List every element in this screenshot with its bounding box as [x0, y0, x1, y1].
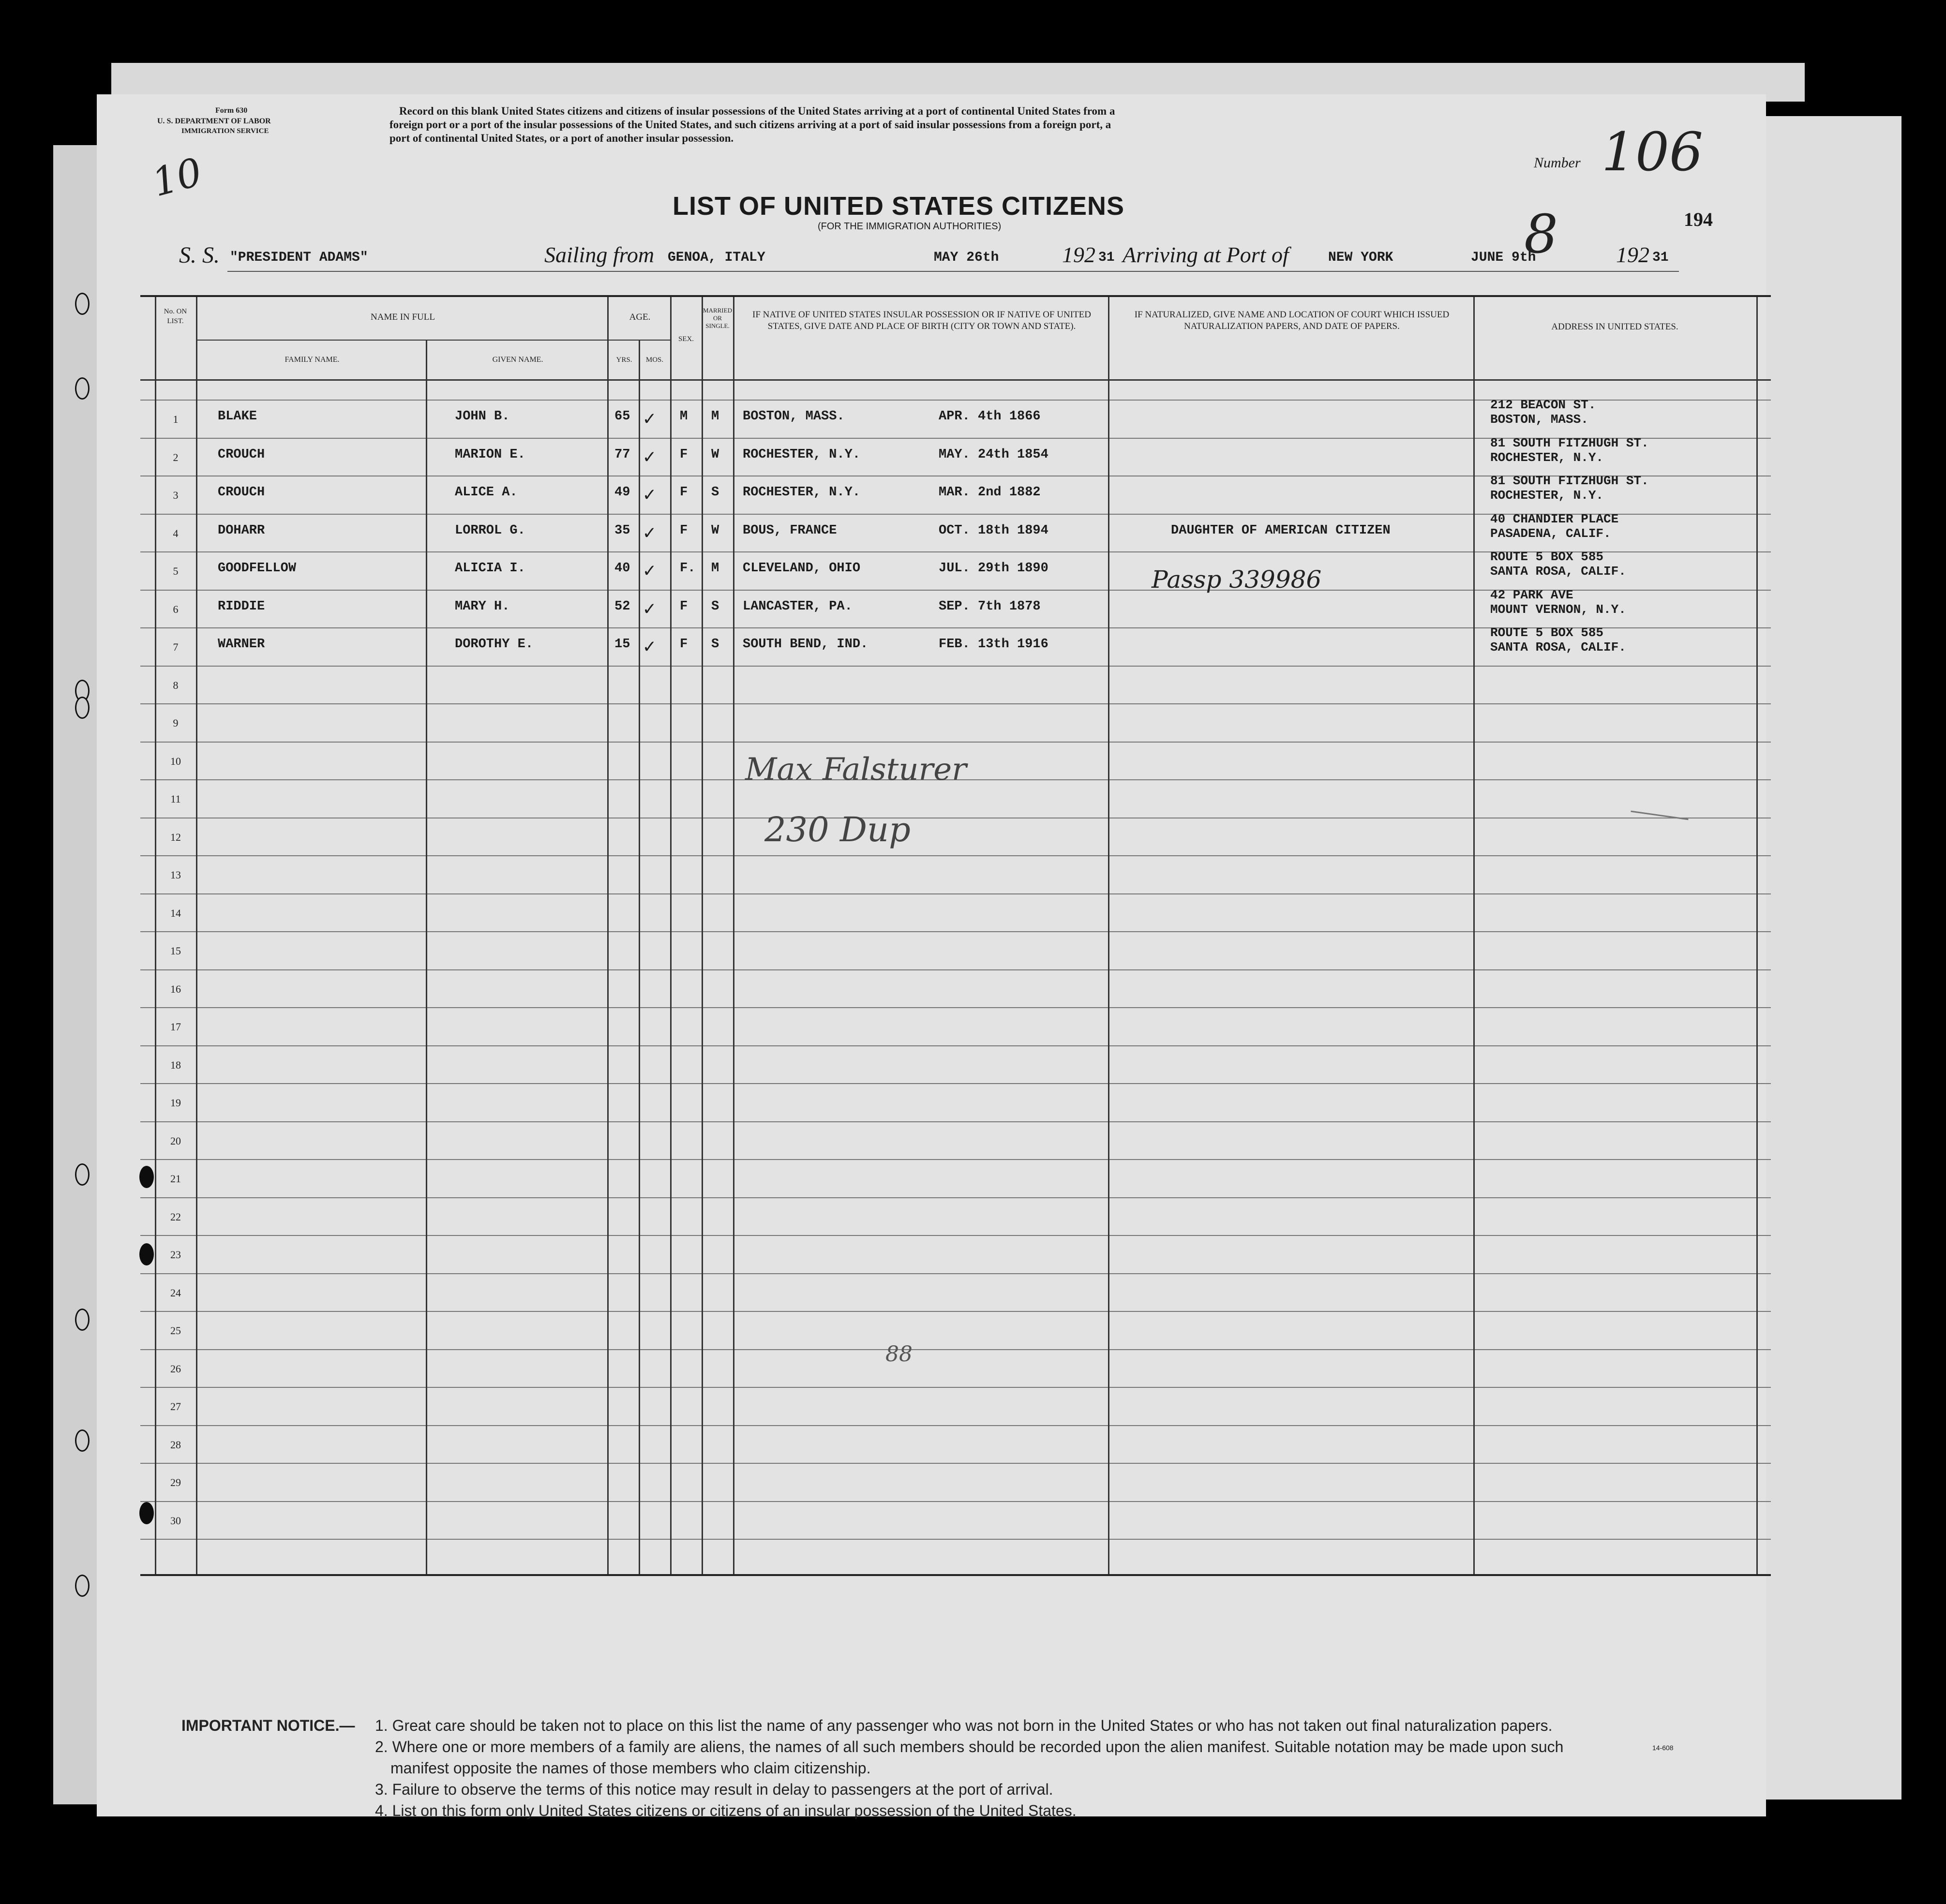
row-line: [140, 1387, 1771, 1388]
row-line: [140, 1159, 1771, 1160]
row-number: 24: [170, 1286, 181, 1299]
number-label: Number: [1534, 155, 1581, 171]
checkmark-icon: ✓: [644, 599, 656, 621]
row-number: 18: [170, 1058, 181, 1071]
intro-line-2: foreign port or a port of the insular possessions of the United States, and such citizens arriving at a port of said insular possessions from a foreign port, a: [389, 119, 1111, 131]
punch-hole: [75, 1575, 90, 1597]
row-line: [140, 1425, 1771, 1426]
header-subdivider: [196, 340, 670, 341]
row-number: 7: [173, 641, 179, 653]
header-married-or-single: MARRIED OR SINGLE.: [703, 307, 732, 329]
family-name-cell: RIDDIE: [218, 599, 265, 614]
header-no: No. ON LIST.: [164, 308, 187, 325]
address-line-cell: ROUTE 5 BOX 585: [1490, 625, 1604, 640]
address-line-cell: SANTA ROSA, CALIF.: [1490, 640, 1626, 654]
note-handwritten: 230 Dup: [764, 810, 911, 849]
birth-place-cell: ROCHESTER, N.Y.: [743, 447, 861, 462]
marital-status-cell: S: [711, 599, 719, 614]
stray-mark: [1631, 811, 1688, 820]
sex-cell: F: [680, 485, 688, 500]
naturalization-cell: DAUGHTER OF AMERICAN CITIZEN: [1171, 523, 1391, 538]
address-line-cell: ROCHESTER, N.Y.: [1490, 450, 1604, 465]
col-divider: [733, 297, 734, 1574]
notice-item-3: 3. Failure to observe the terms of this notice may result in delay to passengers at the port of arrival.: [375, 1781, 1053, 1798]
row-number: 16: [170, 982, 181, 995]
passport-handwritten: Passp 339986: [1152, 565, 1322, 594]
notice-item-2: 2. Where one or more members of a family are aliens, the names of all such members should be recorded upon the alien manifest. Suitable notation may be made upon such: [375, 1738, 1564, 1755]
from-port: GENOA, ITALY: [668, 250, 765, 265]
checkmark-icon: ✓: [644, 447, 656, 469]
address-line-cell: ROUTE 5 BOX 585: [1490, 550, 1604, 564]
age-years-cell: 49: [614, 485, 630, 500]
checkmark-icon: ✓: [644, 637, 656, 659]
age-years-cell: 77: [614, 447, 630, 462]
row-line: [140, 1235, 1771, 1236]
notice-heading: IMPORTANT NOTICE.—: [181, 1717, 355, 1734]
row-number: 23: [170, 1249, 181, 1261]
header-bottom: [140, 379, 1771, 381]
important-notice: [181, 1715, 1563, 1821]
given-name-cell: MARION E.: [455, 447, 525, 462]
col-divider: [1756, 297, 1758, 1574]
row-number: 29: [170, 1476, 181, 1488]
row-line: [140, 1045, 1771, 1046]
marital-status-cell: S: [711, 485, 719, 500]
ss-label: S. S.: [179, 242, 220, 268]
birth-date-cell: OCT. 18th 1894: [939, 523, 1048, 538]
row-line: [140, 969, 1771, 970]
arrive-year-prefix: 192: [1616, 242, 1649, 267]
row-line: [140, 703, 1771, 704]
address-line-cell: MOUNT VERNON, N.Y.: [1490, 602, 1626, 617]
arrive-date-correction: 8: [1524, 203, 1558, 265]
col-divider: [1108, 297, 1109, 1574]
row-number: 10: [170, 755, 181, 767]
col-divider: [426, 341, 427, 1574]
voyage-underline: [227, 271, 1679, 272]
manifest-page: [97, 94, 1766, 1819]
header-age: AGE.: [629, 312, 651, 322]
mark-handwritten: 88: [885, 1342, 913, 1367]
row-number: 9: [173, 717, 179, 729]
birth-place-cell: ROCHESTER, N.Y.: [743, 485, 861, 500]
sex-cell: F: [680, 637, 688, 652]
corner-handwritten-mark: 10: [147, 149, 207, 206]
address-line-cell: 212 BEACON ST.: [1490, 398, 1596, 412]
row-number: 22: [170, 1210, 181, 1223]
form-number: Form 630: [215, 106, 248, 115]
col-divider: [1473, 297, 1475, 1574]
page-subtitle: (FOR THE IMMIGRATION AUTHORITIES): [818, 221, 1002, 232]
header-given-name: GIVEN NAME.: [492, 356, 543, 364]
row-line: [140, 1311, 1771, 1312]
row-line: [140, 855, 1771, 856]
row-line: [140, 742, 1771, 743]
address-line-cell: 81 SOUTH FITZHUGH ST.: [1490, 474, 1649, 488]
age-years-cell: 40: [614, 561, 630, 576]
header-yrs: YRS.: [616, 356, 632, 364]
sex-cell: F: [680, 447, 688, 462]
to-port: NEW YORK: [1328, 250, 1393, 265]
checkmark-icon: ✓: [644, 485, 656, 507]
passenger-table: [140, 295, 1771, 1576]
address-line-cell: PASADENA, CALIF.: [1490, 526, 1611, 541]
punch-hole: [75, 697, 90, 719]
address-line-cell: SANTA ROSA, CALIF.: [1490, 564, 1626, 579]
col-divider: [639, 341, 640, 1574]
row-number: 14: [170, 907, 181, 919]
marital-status-cell: M: [711, 409, 719, 424]
row-number: 17: [170, 1021, 181, 1033]
birth-place-cell: CLEVELAND, OHIO: [743, 561, 861, 576]
row-number: 3: [173, 489, 179, 501]
col-divider: [670, 297, 672, 1574]
row-number: 21: [170, 1173, 181, 1185]
address-line-cell: 81 SOUTH FITZHUGH ST.: [1490, 435, 1649, 450]
row-line: [140, 893, 1771, 894]
row-line: [140, 931, 1771, 932]
row-number: 20: [170, 1134, 181, 1147]
marital-status-cell: W: [711, 447, 719, 462]
row-number: 30: [170, 1514, 181, 1527]
page-number: 194: [1684, 208, 1713, 230]
address-line-cell: BOSTON, MASS.: [1490, 412, 1588, 427]
age-years-cell: 52: [614, 599, 630, 614]
family-name-cell: CROUCH: [218, 485, 265, 500]
number-value: 106: [1602, 121, 1703, 183]
address-line-cell: 42 PARK AVE: [1490, 587, 1573, 602]
sex-cell: F: [680, 599, 688, 614]
header-family-name: FAMILY NAME.: [284, 356, 340, 364]
age-years-cell: 65: [614, 409, 630, 424]
given-name-cell: JOHN B.: [455, 409, 510, 424]
birth-place-cell: BOUS, FRANCE: [743, 523, 837, 538]
checkmark-icon: ✓: [644, 523, 656, 545]
address-line-cell: ROCHESTER, N.Y.: [1490, 488, 1604, 503]
row-number: 5: [173, 565, 179, 577]
row-number: 28: [170, 1438, 181, 1451]
punch-hole: [75, 1163, 90, 1186]
row-number: 26: [170, 1362, 181, 1375]
family-name-cell: BLAKE: [218, 409, 257, 424]
row-line: [140, 666, 1771, 667]
punch-hole: [75, 377, 90, 400]
marital-status-cell: M: [711, 561, 719, 576]
row-number: 2: [173, 451, 179, 463]
row-line: [140, 1197, 1771, 1198]
marital-status-cell: W: [711, 523, 719, 538]
header-sex: SEX.: [678, 335, 694, 343]
family-name-cell: WARNER: [218, 637, 265, 652]
signature-handwritten: Max Falsturer: [745, 752, 967, 788]
sex-cell: F: [680, 523, 688, 538]
birth-place-cell: BOSTON, MASS.: [743, 409, 845, 424]
birth-date-cell: MAR. 2nd 1882: [939, 485, 1041, 500]
sex-cell: M: [680, 409, 688, 424]
notice-item-4: 4. List on this form only United States citizens or citizens of an insular possession of the United States.: [375, 1802, 1077, 1819]
col-divider: [702, 297, 703, 1574]
given-name-cell: DOROTHY E.: [455, 637, 534, 652]
row-number: 13: [170, 869, 181, 881]
page-title: LIST OF UNITED STATES CITIZENS: [673, 192, 1124, 221]
sex-cell: F.: [680, 561, 696, 576]
notice-item-1: 1. Great care should be taken not to place on this list the name of any passenger who was not born in the United States or who has not taken out final naturalization papers.: [375, 1717, 1553, 1734]
given-name-cell: ALICIA I.: [455, 561, 525, 576]
row-line: [140, 1007, 1771, 1008]
sail-year: 31: [1098, 250, 1115, 265]
row-number: 27: [170, 1400, 181, 1413]
notice-item-2-cont: manifest opposite the names of those members who claim citizenship.: [390, 1759, 871, 1777]
row-number: 25: [170, 1324, 181, 1337]
row-number: 12: [170, 831, 181, 843]
form-code: 14-608: [1652, 1744, 1674, 1752]
family-name-cell: DOHARR: [218, 523, 265, 538]
header-address: ADDRESS IN UNITED STATES.: [1551, 322, 1678, 332]
department-name: U. S. DEPARTMENT OF LABOR: [157, 117, 271, 125]
header-mos: MOS.: [645, 356, 664, 364]
row-line: [140, 1083, 1771, 1084]
arrive-date: JUNE 9th: [1471, 250, 1536, 265]
birth-place-cell: SOUTH BEND, IND.: [743, 637, 868, 652]
family-name-cell: GOODFELLOW: [218, 561, 297, 576]
checkmark-icon: ✓: [644, 409, 656, 431]
row-number: 1: [173, 413, 179, 425]
service-name: IMMIGRATION SERVICE: [181, 127, 269, 135]
row-number: 8: [173, 679, 179, 691]
given-name-cell: ALICE A.: [455, 485, 518, 500]
header-name-in-full: NAME IN FULL: [371, 312, 435, 322]
intro-line-1: Record on this blank United States citizens and citizens of insular possessions of the United States arriving at a port of continental United States from a: [399, 105, 1115, 117]
age-years-cell: 15: [614, 637, 630, 652]
row-line: [140, 1121, 1771, 1122]
birth-date-cell: FEB. 13th 1916: [939, 637, 1048, 652]
sail-year-prefix: 192: [1062, 242, 1095, 267]
marital-status-cell: S: [711, 637, 719, 652]
row-number: 11: [170, 793, 181, 805]
age-years-cell: 35: [614, 523, 630, 538]
punch-hole: [75, 1429, 90, 1452]
col-divider: [607, 297, 609, 1574]
intro-line-3: port of continental United States, or a port of another insular possession.: [389, 132, 734, 144]
birth-date-cell: SEP. 7th 1878: [939, 599, 1041, 614]
row-line: [140, 1501, 1771, 1502]
row-line: [140, 1349, 1771, 1350]
punch-hole: [75, 1309, 90, 1331]
header-naturalized: IF NATURALIZED, GIVE NAME AND LOCATION OF COURT WHICH ISSUED NATURALIZATION PAPERS, AND DATE OF PAPERS.: [1134, 310, 1450, 331]
ship-name: "PRESIDENT ADAMS": [230, 250, 368, 265]
birth-place-cell: LANCASTER, PA.: [743, 599, 853, 614]
given-name-cell: LORROL G.: [455, 523, 525, 538]
given-name-cell: MARY H.: [455, 599, 510, 614]
sailing-label: Sailing from: [544, 242, 655, 267]
checkmark-icon: ✓: [644, 561, 656, 583]
sail-date: MAY 26th: [934, 250, 999, 265]
birth-date-cell: MAY. 24th 1854: [939, 447, 1048, 462]
row-line: [140, 1273, 1771, 1274]
col-divider: [155, 297, 156, 1574]
row-line: [140, 1463, 1771, 1464]
arriving-label: Arriving at Port of: [1123, 242, 1289, 267]
row-number: 15: [170, 945, 181, 957]
arrive-year: 31: [1652, 250, 1669, 265]
back-sheet-right: [1761, 116, 1901, 1800]
header-birth: IF NATIVE OF UNITED STATES INSULAR POSSESSION OR IF NATIVE OF UNITED STATES, GIVE DATE AND PLACE OF BIRTH (CITY OR TOWN AND STATE).: [752, 310, 1091, 331]
family-name-cell: CROUCH: [218, 447, 265, 462]
col-divider: [196, 297, 197, 1574]
address-line-cell: 40 CHANDIER PLACE: [1490, 511, 1619, 526]
birth-date-cell: APR. 4th 1866: [939, 409, 1041, 424]
row-number: 4: [173, 527, 179, 539]
row-number: 6: [173, 603, 179, 615]
punch-hole: [75, 293, 90, 315]
row-number: 19: [170, 1097, 181, 1109]
row-line: [140, 1539, 1771, 1540]
birth-date-cell: JUL. 29th 1890: [939, 561, 1048, 576]
